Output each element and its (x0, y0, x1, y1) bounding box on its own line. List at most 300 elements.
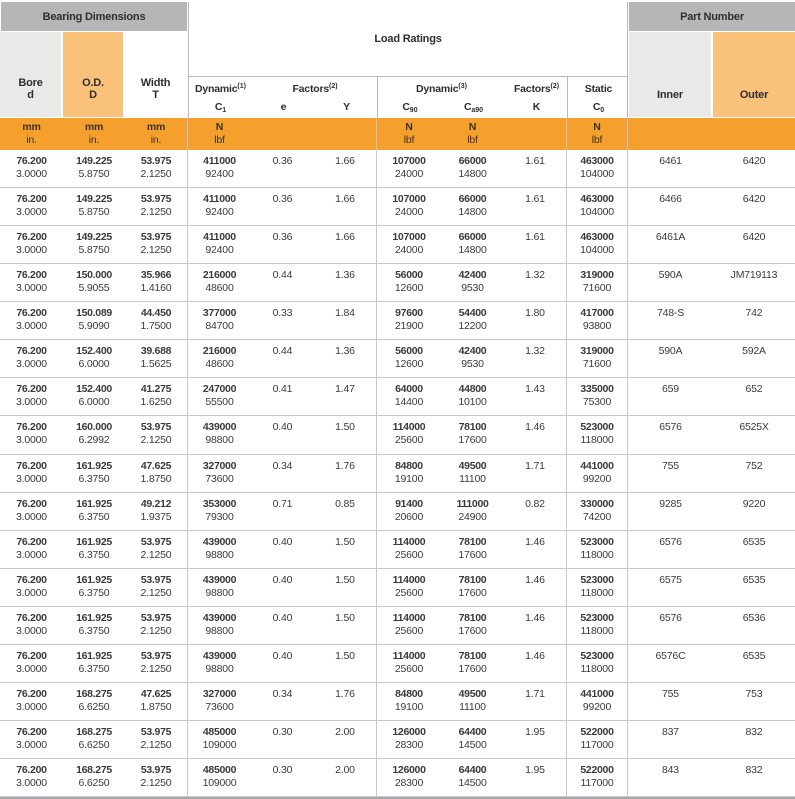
c0-value: 463000 (580, 231, 614, 244)
cell-inner-part (628, 455, 713, 492)
units-inner (628, 118, 713, 150)
cell-bore (0, 188, 63, 225)
c0-value: 441000 (580, 687, 614, 700)
bore-value: 76.200 (16, 421, 47, 434)
table-body (0, 150, 795, 799)
c1-value-secondary: 92400 (205, 206, 234, 219)
cell-ca90 (441, 645, 504, 682)
symbol-e: e (280, 101, 287, 113)
width-value: 39.688 (140, 345, 172, 358)
c1-value: 439000 (202, 573, 237, 586)
static-group (567, 77, 628, 118)
inner-part-value: 748-S (656, 307, 685, 320)
cell-c0 (567, 493, 628, 530)
c0-value-secondary: 117000 (580, 738, 614, 751)
cell-factor-y (314, 759, 377, 796)
factor-e-value: 0.71 (272, 497, 293, 510)
width-value-secondary: 2.1250 (140, 662, 172, 675)
c0-value: 463000 (580, 155, 614, 167)
cell-width (125, 264, 188, 301)
od-symbol: D (89, 89, 97, 101)
dynamic3-footnote: (3) (458, 82, 467, 90)
cell-od (63, 531, 125, 568)
cell-bore (0, 302, 63, 339)
od-value: 168.275 (76, 687, 112, 700)
bearing-dimensions-label: Bearing Dimensions (42, 10, 146, 23)
outer-part-value: 6536 (742, 611, 766, 624)
cell-outer-part (713, 493, 795, 530)
bore-value-secondary: 3.0000 (16, 662, 47, 675)
cell-width (125, 607, 188, 644)
c90-value: 126000 (392, 764, 426, 776)
dynamic1-group-label (189, 80, 252, 98)
cell-outer-part (713, 226, 795, 263)
cell-c1 (188, 302, 251, 339)
cell-factor-k (504, 378, 567, 415)
symbol-c1: C 1 (214, 101, 227, 114)
cell-c0 (567, 150, 628, 187)
cell-ca90 (441, 264, 504, 301)
cell-c90 (377, 607, 441, 644)
factor-y-value: 1.50 (335, 649, 355, 662)
c1-value: 411000 (203, 155, 236, 167)
cell-width (125, 569, 188, 606)
table-row (0, 683, 795, 721)
c1-value: 216000 (202, 345, 237, 358)
bore-label: Bore (18, 77, 43, 89)
od-value-secondary: 6.6250 (78, 777, 110, 789)
c1-value-secondary: 98800 (205, 662, 234, 675)
c1-value-secondary: 92400 (205, 168, 234, 180)
c0-value-secondary: 117000 (580, 777, 614, 789)
inner-label: Inner (657, 89, 683, 101)
cell-factor-y (314, 493, 377, 530)
c1-value: 216000 (202, 269, 237, 282)
factors1-text: Factors (292, 83, 329, 95)
ca90-value-secondary: 12200 (458, 320, 487, 333)
bore-value: 76.200 (16, 573, 47, 586)
cell-outer-part (713, 264, 795, 301)
cell-factor-y (314, 721, 377, 758)
ca90-value: 111000 (456, 497, 489, 510)
c1-value: 439000 (202, 649, 237, 662)
cell-od (63, 416, 125, 453)
c0-value-secondary: 71600 (582, 282, 612, 295)
width-value-secondary: 2.1250 (140, 738, 172, 751)
bore-value-secondary: 3.0000 (16, 777, 47, 789)
units-od: mm in. (84, 121, 104, 146)
factors1-group-label (252, 80, 378, 98)
cell-bore (0, 226, 63, 263)
cell-factor-e (251, 569, 314, 606)
cell-factor-y (314, 150, 377, 187)
c0-value-secondary: 99200 (582, 700, 612, 713)
cell-inner-part (628, 264, 713, 301)
inner-part-value: 6575 (659, 573, 682, 586)
bore-value-secondary: 3.0000 (16, 358, 47, 371)
ca90-value-secondary: 14500 (458, 777, 487, 789)
cell-od (63, 340, 125, 377)
bore-value-secondary: 3.0000 (16, 244, 47, 257)
ca90-value: 78100 (458, 573, 487, 586)
width-value: 53.975 (140, 231, 172, 244)
factor-y-value: 1.50 (335, 573, 355, 586)
cell-ca90 (441, 531, 504, 568)
bore-symbol: d (27, 89, 34, 101)
c0-value: 319000 (580, 269, 614, 282)
cell-c1 (188, 264, 251, 301)
units-c90: N lbf (403, 121, 415, 146)
cell-bore (0, 683, 63, 720)
c0-value: 523000 (580, 611, 614, 624)
od-value-secondary: 6.3750 (78, 624, 110, 637)
cell-outer-part (713, 188, 795, 225)
cell-inner-part (628, 188, 713, 225)
c0-value: 522000 (580, 725, 614, 738)
factors2-footnote: (2) (550, 82, 560, 90)
c90-value: 84800 (395, 459, 423, 472)
bore-value-secondary: 3.0000 (16, 624, 47, 637)
cell-factor-k (504, 150, 567, 187)
units-c0: N lbf (567, 118, 628, 150)
cell-width (125, 683, 188, 720)
ca90-value-secondary: 17600 (458, 434, 487, 447)
cell-inner-part (628, 378, 713, 415)
table-row (0, 340, 795, 378)
width-value: 53.975 (140, 764, 172, 776)
bore-value: 76.200 (16, 231, 47, 244)
cell-c0 (567, 226, 628, 263)
cell-c0 (567, 378, 628, 415)
cell-bore (0, 607, 63, 644)
od-value: 161.925 (76, 497, 112, 510)
cell-c0 (567, 607, 628, 644)
bore-value: 76.200 (16, 193, 47, 206)
column-header-width (125, 32, 186, 117)
od-value: 149.225 (76, 231, 112, 244)
factor-y-value: 1.66 (335, 193, 355, 206)
inner-part-value: 590A (658, 269, 683, 282)
symbol-c90: C 90 (402, 101, 418, 114)
factor-e-value: 0.36 (272, 193, 293, 206)
table-row (0, 607, 795, 645)
column-header-od (63, 32, 123, 117)
width-value: 53.975 (140, 155, 172, 167)
ca90-value-secondary: 9530 (461, 282, 484, 295)
cell-c90 (377, 759, 441, 796)
c1-value-secondary: 109000 (202, 738, 237, 751)
factor-k-value: 1.43 (525, 383, 545, 396)
c90-value: 97600 (395, 307, 423, 320)
c1-value: 439000 (202, 535, 237, 548)
c90-value: 114000 (392, 611, 426, 624)
outer-part-value: 6420 (742, 155, 766, 167)
width-value-secondary: 1.6250 (140, 396, 172, 409)
outer-part-value: 832 (745, 764, 763, 776)
bore-value: 76.200 (16, 269, 47, 282)
c90-value: 84800 (395, 687, 423, 700)
c90-value-secondary: 21900 (394, 320, 424, 333)
ca90-value: 44800 (458, 383, 487, 396)
c0-value-secondary: 99200 (582, 472, 612, 485)
c1-value: 327000 (202, 687, 237, 700)
od-value-secondary: 6.3750 (78, 472, 110, 485)
bore-value-secondary: 3.0000 (16, 586, 47, 599)
cell-factor-y (314, 416, 377, 453)
cell-width (125, 416, 188, 453)
units-c1: N lbf (214, 121, 225, 146)
table-row (0, 493, 795, 531)
ca90-value: 49500 (458, 687, 487, 700)
inner-part-value: 6461A (655, 231, 686, 244)
ca90-value-secondary: 11100 (459, 700, 486, 713)
bore-value: 76.200 (16, 345, 47, 358)
width-value-secondary: 2.1250 (140, 624, 172, 637)
bore-value-secondary: 3.0000 (16, 282, 47, 295)
cell-od (63, 759, 125, 796)
inner-part-value: 755 (662, 687, 679, 700)
cell-c0 (567, 645, 628, 682)
width-value-secondary: 1.7500 (140, 320, 172, 333)
cell-c0 (567, 264, 628, 301)
cell-factor-k (504, 493, 567, 530)
units-row (0, 118, 795, 150)
c90-value-secondary: 19100 (394, 472, 424, 485)
cell-width (125, 378, 188, 415)
factor-k-value: 1.95 (525, 725, 545, 738)
cell-c90 (377, 226, 441, 263)
cell-factor-e (251, 416, 314, 453)
cell-c1 (188, 607, 251, 644)
cell-factor-e (251, 188, 314, 225)
width-value: 49.212 (140, 497, 172, 510)
inner-part-value: 6576 (659, 535, 682, 548)
cell-inner-part (628, 226, 713, 263)
cell-od (63, 264, 125, 301)
od-value-secondary: 5.8750 (78, 206, 110, 219)
ca90-value-secondary: 17600 (458, 662, 487, 675)
units-width: mm in. (125, 118, 188, 150)
factor-e-value: 0.40 (272, 649, 293, 662)
cell-factor-k (504, 721, 567, 758)
c90-value: 107000 (392, 231, 426, 244)
width-value: 47.625 (140, 459, 172, 472)
c1-value-secondary: 98800 (205, 548, 234, 561)
factor-k-value: 1.80 (525, 307, 545, 320)
bore-value-secondary: 3.0000 (16, 320, 47, 333)
cell-c0 (567, 302, 628, 339)
ca90-value-secondary: 24900 (458, 510, 487, 523)
c0-value: 441000 (580, 459, 614, 472)
cell-factor-y (314, 569, 377, 606)
table-row (0, 531, 795, 569)
load-ratings-header (188, 2, 628, 77)
cell-c1 (188, 569, 251, 606)
cell-inner-part (628, 493, 713, 530)
c0-value-secondary: 93800 (582, 320, 612, 333)
cell-factor-k (504, 645, 567, 682)
cell-c90 (377, 531, 441, 568)
c90-value-secondary: 24000 (394, 244, 424, 257)
od-value: 150.000 (76, 269, 112, 282)
load-ratings-label: Load Ratings (374, 33, 442, 45)
table-row (0, 264, 795, 302)
cell-c90 (377, 721, 441, 758)
cell-od (63, 378, 125, 415)
factor-e-value: 0.40 (272, 421, 293, 434)
table-row (0, 416, 795, 454)
cell-outer-part (713, 302, 795, 339)
cell-ca90 (441, 150, 504, 187)
width-value-secondary: 2.1250 (140, 586, 172, 599)
factor-k-value: 1.46 (525, 535, 545, 548)
c0-value: 522000 (580, 764, 614, 776)
cell-inner-part (628, 759, 713, 796)
od-value: 168.275 (76, 725, 112, 738)
od-value-secondary: 5.9055 (78, 282, 110, 295)
bore-value: 76.200 (16, 459, 47, 472)
c90-value-secondary: 28300 (394, 738, 424, 751)
c90-value-secondary: 24000 (394, 206, 424, 219)
od-value: 161.925 (76, 573, 112, 586)
c1-value-secondary: 48600 (205, 282, 234, 295)
table-row (0, 150, 795, 188)
bore-value-secondary: 3.0000 (16, 472, 47, 485)
od-value: 149.225 (76, 193, 112, 206)
factor-y-value: 0.85 (335, 497, 355, 510)
ca90-value: 64400 (458, 764, 487, 776)
c90-value: 114000 (392, 573, 426, 586)
width-value-secondary: 2.1250 (140, 244, 172, 257)
cell-outer-part (713, 455, 795, 492)
cell-c90 (377, 455, 441, 492)
cell-od (63, 607, 125, 644)
c0-value-secondary: 71600 (582, 358, 612, 371)
c0-value: 335000 (580, 383, 614, 396)
c0-value-secondary: 75300 (582, 396, 612, 409)
inner-part-value: 659 (662, 383, 679, 396)
cell-inner-part (628, 607, 713, 644)
od-value: 161.925 (76, 649, 112, 662)
factor-k-value: 1.46 (525, 649, 545, 662)
ca90-value-secondary: 17600 (458, 548, 487, 561)
cell-outer-part (713, 378, 795, 415)
c1-value-secondary: 79300 (205, 510, 234, 523)
c1-value: 247000 (202, 383, 237, 396)
units-y (314, 118, 377, 150)
od-value-secondary: 6.3750 (78, 548, 110, 561)
cell-factor-y (314, 188, 377, 225)
width-value-secondary: 1.8750 (140, 472, 172, 485)
cell-c90 (377, 302, 441, 339)
ca90-value: 66000 (458, 231, 487, 244)
cell-width (125, 188, 188, 225)
factor-y-value: 1.76 (335, 459, 355, 472)
cell-width (125, 150, 188, 187)
cell-inner-part (628, 416, 713, 453)
cell-factor-y (314, 264, 377, 301)
cell-c1 (188, 150, 251, 187)
table-row (0, 645, 795, 683)
factor-e-value: 0.41 (272, 383, 293, 396)
factor-y-value: 1.84 (335, 307, 355, 320)
cell-factor-k (504, 455, 567, 492)
cell-ca90 (441, 188, 504, 225)
c1-value: 439000 (202, 611, 237, 624)
cell-factor-k (504, 416, 567, 453)
ca90-value-secondary: 14800 (458, 168, 487, 180)
cell-od (63, 150, 125, 187)
c1-value: 411000 (203, 193, 236, 206)
cell-outer-part (713, 721, 795, 758)
width-value-secondary: 2.1250 (140, 548, 172, 561)
c0-value-secondary: 118000 (580, 624, 614, 637)
factor-k-value: 1.61 (525, 193, 545, 206)
cell-c90 (377, 683, 441, 720)
cell-od (63, 493, 125, 530)
c1-value-secondary: 98800 (205, 624, 234, 637)
cell-factor-y (314, 302, 377, 339)
cell-c90 (377, 378, 441, 415)
cell-c90 (377, 569, 441, 606)
cell-factor-k (504, 226, 567, 263)
outer-part-value: 6525X (739, 421, 769, 434)
cell-inner-part (628, 531, 713, 568)
od-value: 150.089 (76, 307, 112, 320)
ca90-value-secondary: 11100 (459, 472, 486, 485)
c0-value-secondary: 118000 (580, 586, 614, 599)
table-row (0, 188, 795, 226)
cell-c1 (188, 226, 251, 263)
column-header-bore (0, 32, 61, 117)
factor-k-value: 1.71 (525, 687, 545, 700)
bore-value: 76.200 (16, 307, 47, 320)
od-value-secondary: 6.6250 (78, 700, 110, 713)
dynamic1-factors-group (188, 77, 377, 118)
units-e (251, 118, 314, 150)
cell-factor-y (314, 683, 377, 720)
cell-width (125, 531, 188, 568)
width-value: 53.975 (140, 421, 172, 434)
cell-factor-k (504, 264, 567, 301)
factor-k-value: 1.61 (525, 231, 545, 244)
cell-c0 (567, 759, 628, 796)
outer-part-value: 832 (745, 725, 763, 738)
factor-y-value: 1.50 (335, 611, 355, 624)
cell-c1 (188, 721, 251, 758)
cell-width (125, 645, 188, 682)
width-label: Width (140, 77, 171, 89)
cell-inner-part (628, 150, 713, 187)
cell-c1 (188, 340, 251, 377)
cell-factor-e (251, 264, 314, 301)
od-value-secondary: 6.0000 (78, 358, 110, 371)
width-value: 35.966 (140, 269, 172, 282)
width-value-secondary: 1.8750 (140, 700, 172, 713)
ca90-value-secondary: 10100 (458, 396, 487, 409)
c1-value: 485000 (202, 764, 237, 776)
width-value: 53.975 (140, 725, 172, 738)
cell-width (125, 226, 188, 263)
c90-value-secondary: 25600 (394, 434, 424, 447)
cell-bore (0, 340, 63, 377)
factor-e-value: 0.40 (272, 611, 293, 624)
c0-value-secondary: 118000 (580, 662, 614, 675)
cell-factor-e (251, 150, 314, 187)
c0-value: 523000 (580, 649, 614, 662)
cell-ca90 (441, 378, 504, 415)
c90-value: 91400 (395, 497, 423, 510)
